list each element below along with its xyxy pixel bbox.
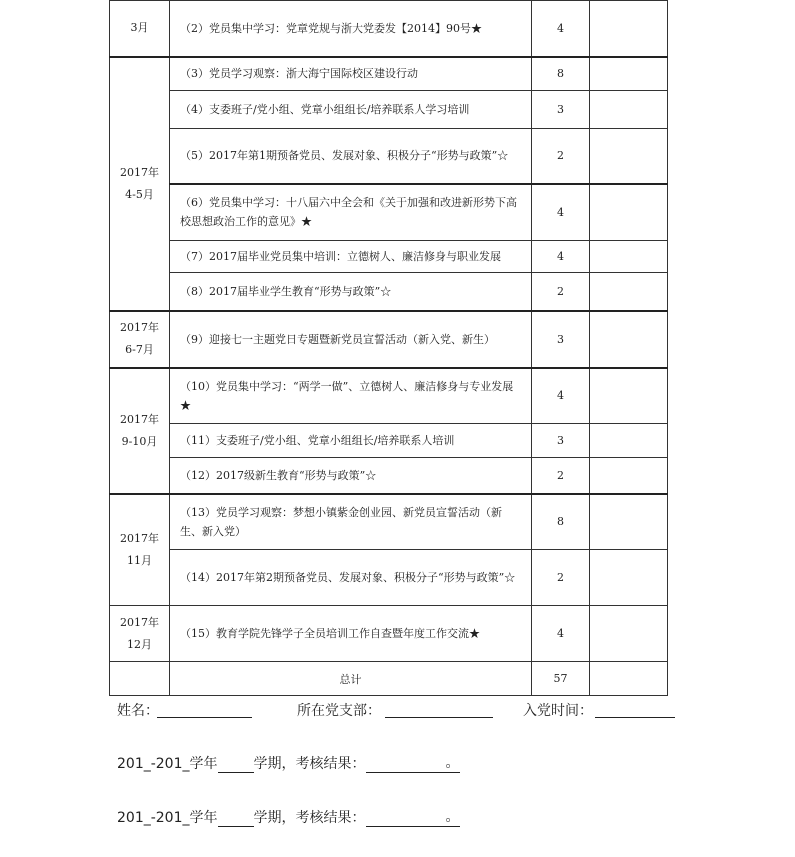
item-cell: （6）党员集中学习：十八届六中全会和《关于加强和改进新形势下高校思想政治工作的意见》★ [170, 184, 532, 241]
hours-cell: 2 [532, 458, 590, 494]
month-cell [110, 57, 170, 311]
month-year: 2017年 [120, 531, 159, 545]
month-range: 12月 [127, 637, 152, 651]
remark-cell [590, 91, 668, 129]
remark-cell [590, 129, 668, 184]
hours-cell: 2 [532, 550, 590, 606]
result-blank[interactable] [366, 756, 446, 773]
year-prefix: 201_-201_ [117, 810, 190, 826]
table-row [110, 550, 668, 606]
month-cell [110, 494, 170, 606]
join-date-label: 入党时间： [523, 703, 593, 719]
hours-cell: 3 [532, 91, 590, 129]
item-cell: （7）2017届毕业党员集中培训：立德树人、廉洁修身与职业发展 [170, 241, 532, 273]
item-cell: （2）党员集中学习：党章党规与浙大党委发【2014】90号★ [170, 1, 532, 57]
month-range: 6-7月 [125, 343, 154, 356]
term-end: 。 [446, 806, 460, 827]
month-cell [110, 606, 170, 662]
hours-cell: 4 [532, 184, 590, 241]
hours-cell: 4 [532, 1, 590, 57]
term-label: 学期，考核结果： [253, 756, 366, 772]
table-row [110, 368, 668, 424]
item-cell: （15）教育学院先锋学子全员培训工作自查暨年度工作交流★ [170, 606, 532, 662]
table-row [110, 1, 668, 57]
branch-field[interactable] [385, 702, 493, 718]
name-field[interactable] [157, 702, 252, 718]
month-cell: 3月 [110, 1, 170, 57]
total-row [110, 662, 668, 696]
total-label: 总计 [170, 662, 532, 696]
remark-cell [590, 458, 668, 494]
term-result-line-1 [117, 752, 537, 774]
month-range: 4-5月 [125, 187, 154, 201]
hours-cell: 8 [532, 57, 590, 91]
table-row [110, 494, 668, 550]
remark-cell [590, 368, 668, 424]
year-label: 学年 [189, 756, 218, 772]
item-cell: （14）2017年第2期预备党员、发展对象、积极分子“形势与政策”☆ [170, 550, 532, 606]
item-cell: （3）党员学习观察：浙大海宁国际校区建设行动 [170, 57, 532, 91]
table-row [110, 458, 668, 494]
month-cell [110, 311, 170, 368]
remark-cell [590, 241, 668, 273]
month-cell [110, 368, 170, 494]
table-row [110, 57, 668, 91]
table-row [110, 91, 668, 129]
year-label: 学年 [189, 810, 218, 826]
remark-cell [590, 184, 668, 241]
remark-cell [590, 662, 668, 696]
hours-cell: 4 [532, 606, 590, 662]
item-cell: （11）支委班子/党小组、党章小组组长/培养联系人培训 [170, 424, 532, 458]
remark-cell [590, 550, 668, 606]
month-range: 11月 [127, 553, 152, 567]
month-cell [110, 662, 170, 696]
year-prefix: 201_-201_ [117, 756, 190, 772]
table-row [110, 129, 668, 184]
table-row [110, 184, 668, 241]
item-cell: （5）2017年第1期预备党员、发展对象、积极分子“形势与政策”☆ [170, 129, 532, 184]
branch-label: 所在党支部： [297, 703, 381, 719]
join-date-field[interactable] [595, 702, 675, 718]
hours-cell: 4 [532, 368, 590, 424]
total-hours: 57 [532, 662, 590, 696]
term-result-line-2 [117, 806, 537, 828]
table-row [110, 424, 668, 458]
hours-cell: 2 [532, 273, 590, 311]
training-schedule-table [109, 0, 668, 696]
table-row [110, 241, 668, 273]
hours-cell: 3 [532, 424, 590, 458]
item-cell: （10）党员集中学习：“两学一做”、立德树人、廉洁修身与专业发展★ [170, 368, 532, 424]
result-blank[interactable] [366, 810, 446, 827]
item-cell: （12）2017级新生教育“形势与政策”☆ [170, 458, 532, 494]
name-label: 姓名： [117, 703, 159, 719]
remark-cell [590, 273, 668, 311]
table-row [110, 311, 668, 368]
term-end: 。 [446, 752, 460, 773]
table-row [110, 606, 668, 662]
item-cell: （9）迎接七一主题党日专题暨新党员宣誓活动（新入党、新生） [170, 311, 532, 368]
hours-cell: 2 [532, 129, 590, 184]
month-year: 2017年 [120, 165, 159, 179]
month-range: 9-10月 [121, 434, 158, 448]
hours-cell: 4 [532, 241, 590, 273]
month-year: 2017年 [120, 412, 159, 426]
remark-cell [590, 57, 668, 91]
table-row [110, 273, 668, 311]
term-blank[interactable] [218, 810, 254, 827]
term-blank[interactable] [218, 756, 254, 773]
month-year: 2017年 [120, 321, 159, 334]
term-label: 学期，考核结果： [253, 810, 366, 826]
item-cell: （8）2017届毕业学生教育“形势与政策”☆ [170, 273, 532, 311]
remark-cell [590, 424, 668, 458]
hours-cell: 3 [532, 311, 590, 368]
month-year: 2017年 [120, 615, 159, 629]
hours-cell: 8 [532, 494, 590, 550]
remark-cell [590, 1, 668, 57]
member-info-line [117, 700, 687, 722]
remark-cell [590, 494, 668, 550]
item-cell: （13）党员学习观察：梦想小镇紫金创业园、新党员宣誓活动（新生、新入党） [170, 494, 532, 550]
remark-cell [590, 311, 668, 368]
remark-cell [590, 606, 668, 662]
item-cell: （4）支委班子/党小组、党章小组组长/培养联系人学习培训 [170, 91, 532, 129]
